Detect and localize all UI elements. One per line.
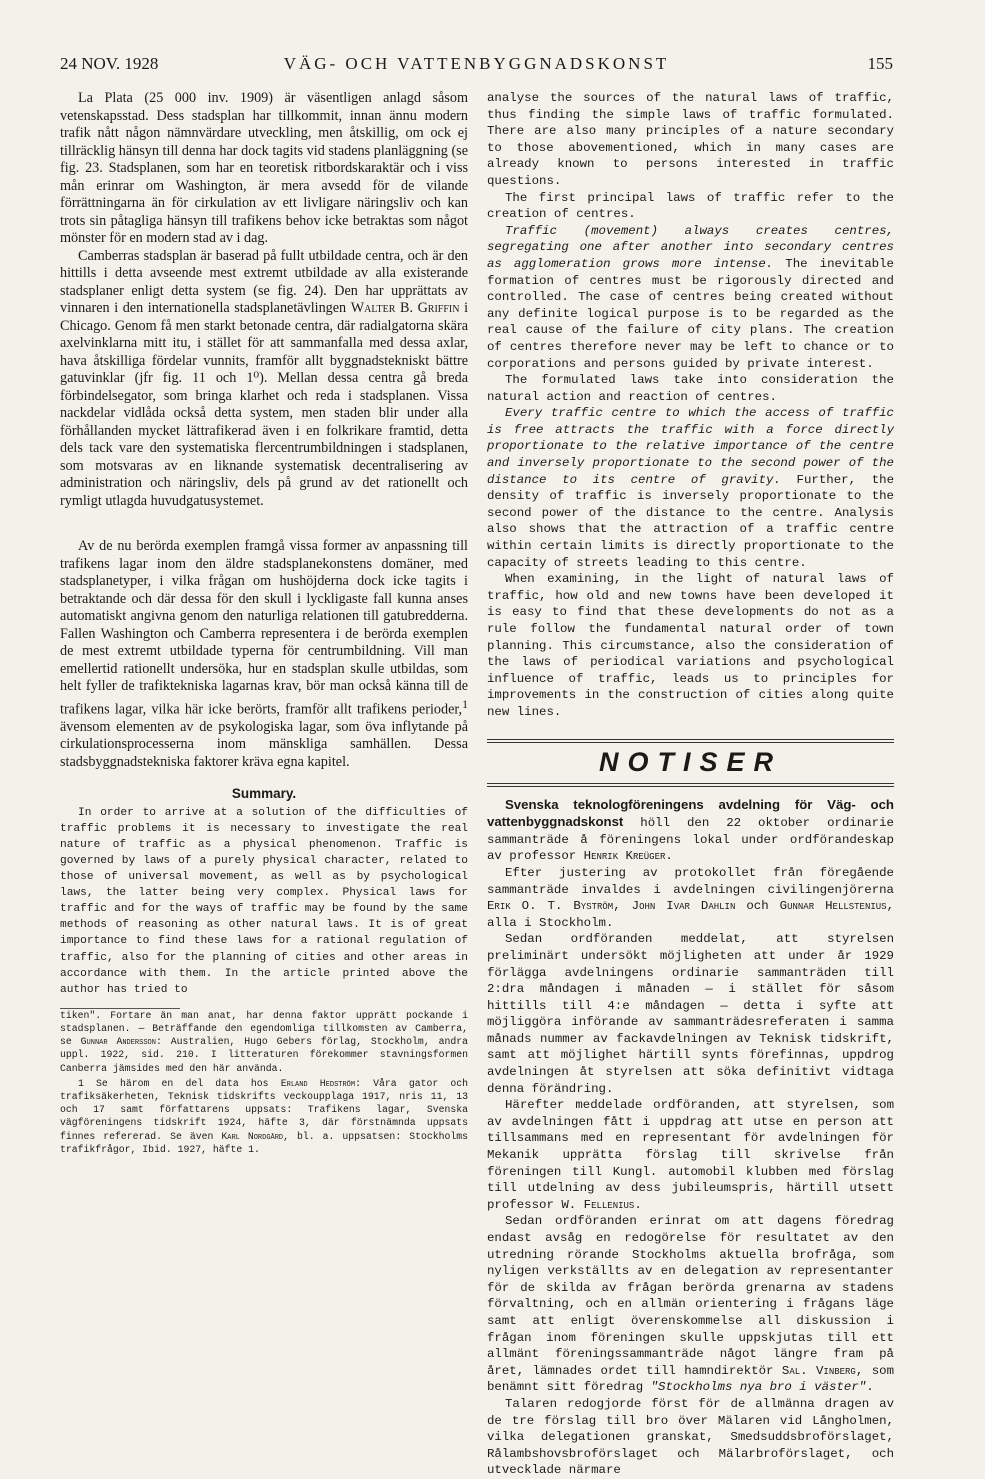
notiser-heading: NOTISER bbox=[598, 746, 782, 777]
summary-cont-p6: When examining, in the light of natural laws of traffic, how old and new towns have been developed it is easy to find that these developments do not as a rule follow the fundamental natural order of town planning. This circumstance, also the consideration of the laws of periodical variations and psychological influence of traffic, leads us to principles for improvements in the construction of cities along quite new lines. bbox=[487, 572, 894, 719]
left-column bbox=[60, 90, 468, 1156]
notice-lecture: Sedan ordföranden erinrat om att dagens föredrag endast avsåg en redogörelse för resultatet av den utredning rörande Stockholms aktuella brofråga, som nyligen verkställts av en delegation av representanter för de skilda av frågan berörda grenarna av stadens förvaltning, och en allmän orientering i frågans läge samt att enligt överenskommelse all diskussion i frågan inom föreningen skulle uppskjutas till ett allmänt föreningssammanträde något längre fram på året, lämnades ordet till hamndirektör Sal. Vinberg, som benämnt sitt föredrag "Stockholms nya bro i väster". bbox=[487, 1214, 895, 1395]
notice-prize: Härefter meddelade ordföranden, att styrelsen, som av avdelningen fått i uppdrag att utse en person att tillsammans med en representant för avdelningen för Mekanik upprätta förslag till skrivelse från föreningen till Kungl. automobil klubben med förslag till utdelning av dess jubileumspris, härtill utsett professor W. Fellenius. bbox=[487, 1098, 894, 1212]
banner-rule-top bbox=[487, 742, 894, 743]
notices-body bbox=[487, 797, 894, 1479]
summary-continued bbox=[487, 90, 894, 721]
banner-rule-bottom bbox=[487, 783, 894, 784]
journal-title: VÄG- OCH VATTENBYGGNADSKONST bbox=[283, 54, 670, 73]
summary-cont-p5: Every traffic centre to which the access of traffic is free attracts the traffic with a force directly proportionate to the relative importance of the centre and inversely proportionate to the second power of the distance to its centre of gravity. Further, the density of traffic is inversely proportionate to the second power of the distance to the centre. Analysis also shows that the attraction of a traffic centre within certain limits is directly proportionate to the capacity of streets leading to this centre. bbox=[487, 406, 895, 570]
running-header bbox=[60, 54, 893, 80]
footnote-ref: 1 bbox=[462, 696, 468, 711]
notice-schedule: Sedan ordföranden meddelat, att styrelsen preliminärt undersökt möjligheten att under år 1929 förlägga avdelningens ordinarie sammanträden till 2:dra måndagen i månaden — i stället för såsom hittills till 4:e måndagen — detta i syfte att möjliggöra införande av sammanträdesreferaten i samma månads nummer av fackavdelningen av Teknisk tidskrift, samt att möjlighet härtill synts förefinnas, uppdrog avdelningen åt styrelsen att söka definitivt vidtaga denna förändring. bbox=[487, 932, 894, 1096]
summary-cont-p2: The first principal laws of traffic refer to the creation of centres. bbox=[487, 190, 894, 222]
summary-cont-p4: The formulated laws take into consideration the natural action and reaction of centres. bbox=[487, 373, 894, 404]
right-column bbox=[487, 90, 894, 1479]
summary-paragraph: In order to arrive at a solution of the difficulties of traffic problems it is necessary to investigate the real nature of traffic as a physical phenomenon. Traffic is governed by laws of a purely physical character, related to those of universal movement, as well as by psychological laws, the latter being very complex. Physical laws for traffic and for the ways of traffic may be found by the same methods of reasoning as other natural laws. It is of great importance to find these laws for a rational regulation of traffic, also for the planning of cities and other areas in accordance with them. In the article printed above the author has tried to bbox=[60, 806, 468, 996]
footnote-continued: tiken". Fortare än man anat, har denna faktor upprätt pockande i stadsplanen. — Beträffande den egendomliga tillkomsten av Camberra, se Gunnar Andersson: Australien, Hugo Gebers förlag, Stockholm, andra uppl. 1922, sid. 210. I litteraturen förekommer stavningsformen Canberra jämsides med den här använda. bbox=[60, 1009, 468, 1074]
paragraph-la-plata: La Plata (25 000 inv. 1909) är väsentligen anlagd såsom vetenskapsstad. Dess stadsplan har tillkommit, innan ännu modern trafik nått någon nämnvärdare utveckling, men åtskillig, om ock ej tillräcklig hänsyn till denna har dock tagits vid stadens planläggning (se fig. 23. Stadsplanen, som har en teoretisk ritbordskaraktär och i viss mån erinrar om Washington, är mera avsedd för de vilande förrättningarna än för cirkulation av ett livligare näringsliv och kan trots sin påtagliga hänsyn till trafikens behov icke betraktas som något mönster för en modern stad av i dag. bbox=[60, 90, 468, 246]
summary-heading: Summary. bbox=[231, 786, 297, 802]
page-number: 155 bbox=[867, 54, 893, 73]
paragraph-camberra: Camberras stadsplan är baserad på fullt utbildade centra, och är den hittills i detta avseende mest extremt utbildade av alla existerande stadsplaner enligt detta system (se fig. 24). Den har upprättats av vinnaren i den internationella stadsplanetävlingen Walter B. Griffin i Chicago. Genom få men starkt betonade centra, där radialgatorna skära axelvinklarna mitt itu, i stället för att sammanfalla med dessa axlar, hava åtskilliga fördelar vunnits, framför allt byggnadstekniskt bättre gatuvinklar (jfr fig. 11 och 1⁰). Mellan dessa centra gå breda förbindelsegator, som bringa klarhet och reda i stadsplanen. Vissa nackdelar vidlåda också detta system, men staden blir under alla förhållanden mycket lättrafikerad även i en folkrikare framtid, detta dels tack vare den systematiska flercentrumbildningen i stadsplanen, som motsvaras av en liknande systematisk decentralisering av administration och näringsliv, dels på grund av det rationellt och rymligt utlagda huvudgatusystemet. bbox=[60, 247, 469, 509]
paragraph-conclusion: Av de nu berörda exemplen framgå vissa former av anpassning till trafikens lagar inom den äldre stadsplanekonstens domäner, med stadsplanetyper, i vilka frågan om hushöjderna dock icke tagits i betraktande och där dessa för den skull i lyckligaste fall kunna anses automatiskt angivna genom den naturliga relationen till gatubredderna. Fallen Washington och Camberra representera i de berörda exemplen de mest extremt utbildade typerna för centrumbildning. Vill man emellertid rationellt undersöka, hur en stadsplan skulle utbildas, som helt fyller de trafiktekniska lagarnas krav, bör man också känna till de trafikens lagar, vilka här icke berörts, framför allt trafikens perioder,$^1$ ävensom elementen av de psykologiska lagar, som öva inflytande på cirkulationsprocesserna inom mänskliga samhällen. Dessa stadsbyggnadstekniska faktorer kräva egna kapitel. bbox=[60, 538, 468, 770]
notiser-banner bbox=[487, 739, 894, 787]
summary-cont-p1: analyse the sources of the natural laws of traffic, thus finding the simple laws of traffic formulated. There are also many principles of a nature secondary to those abovementioned, which in many cases are already known to persons interested in traffic questions. bbox=[487, 91, 894, 188]
summary-cont-p3: Traffic (movement) always creates centres, segregating one after another into secondary centres as agglomeration grows more intense. The inevitable formation of centres must be rigorously directed and controlled. The case of centres being created without any definite logical purpose is to be regarded as the real cause of the failure of city plans. The creation of centres therefore never may be left to chance or to corporations and persons guided by private interest. bbox=[487, 223, 894, 371]
author-name: Walter B. Griffin bbox=[350, 300, 460, 316]
issue-date: 24 NOV. 1928 bbox=[60, 54, 159, 73]
notice-new-members: Efter justering av protokollet från föregående sammanträde invaldes i avdelningen civilingenjörerna Erik O. T. Byström, John Ivar Dahlin och Gunnar Hellstenius, alla i Stockholm. bbox=[487, 865, 894, 930]
notice-bridge-proposals: Talaren redogjorde först för de allmänna dragen av de tre förslag till bro över Mälaren vid Långholmen, vilka delegationen granskat, Smedsuddsbroförslaget, Rålambshovsbroförslaget och Mälarbroförslaget, och utvecklade närmare bbox=[487, 1396, 894, 1478]
footnote-1: 1 Se härom en del data hos Erland Hedström: Våra gator och trafiksäkerheten, Teknisk tidskrifts veckoupplaga 1917, nris 11, 13 och 17 samt författarens uppsats: Trafikens lagar, Svenska vägföreningens tidskrift 1924, häfte 3, där förstnämnda uppsats finnes refererad. Se även Karl Nordgård, bl. a. uppsatsen: Stockholms trafikfrågor, Ibid. 1927, häfte 1. bbox=[60, 1077, 469, 1155]
section-gap bbox=[60, 510, 468, 538]
notice-meeting: Svenska teknologföreningens avdelning för Väg- och vattenbyggnadskonst höll den 22 oktober ordinarie sammanträde å föreningens lokal under ordförandeskap av professor Henrik Kreüger. bbox=[487, 796, 894, 864]
